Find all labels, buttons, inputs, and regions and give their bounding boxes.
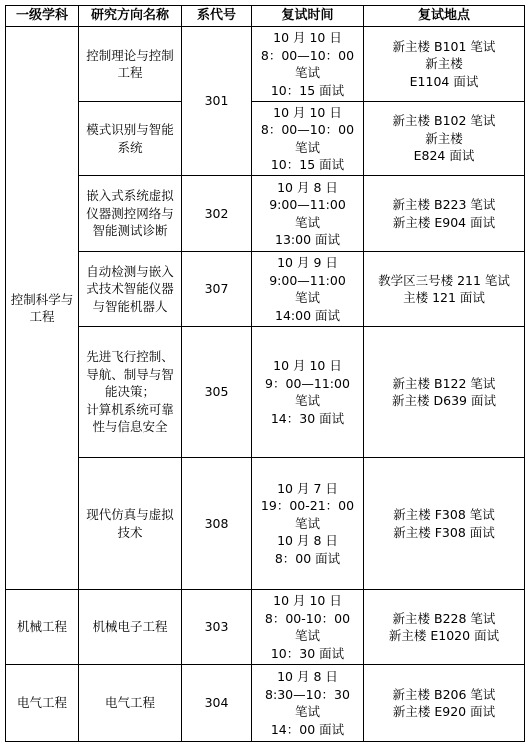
direction-cell: 嵌入式系统虚拟仪器测控网络与智能测试诊断 [79,176,182,252]
table-row [6,102,525,176]
time-cell: 10 月 8 日 9:00—11:00 笔试 13:00 面试 [252,176,364,252]
code-cell: 301 [182,27,252,176]
interview-schedule-table [5,5,525,742]
table-row [6,590,525,665]
time-cell: 10 月 9 日 9:00—11:00 笔试 14:00 面试 [252,252,364,327]
time-cell: 10 月 10 日 9：00—11:00 笔试 14：30 面试 [252,327,364,458]
header-row [6,6,525,27]
time-cell: 10 月 7 日 19：00-21：00 笔试 10 月 8 日 8：00 面试 [252,458,364,590]
header-place: 复试地点 [364,6,525,27]
header-discipline: 一级学科 [6,6,79,27]
direction-cell: 现代仿真与虚拟技术 [79,458,182,590]
table-row [6,27,525,102]
time-cell: 10 月 10 日 8：00—10：00 笔试 10：15 面试 [252,102,364,176]
place-cell: 新主楼 B206 笔试 新主楼 E920 面试 [364,665,525,742]
place-cell: 新主楼 B223 笔试 新主楼 E904 面试 [364,176,525,252]
table-row [6,176,525,252]
table-row [6,665,525,742]
direction-cell: 控制理论与控制工程 [79,27,182,102]
code-cell: 305 [182,327,252,458]
direction-cell: 先进飞行控制、导航、制导与智能决策； 计算机系统可靠性与信息安全 [79,327,182,458]
code-cell: 302 [182,176,252,252]
code-cell: 307 [182,252,252,327]
header-code: 系代号 [182,6,252,27]
code-cell: 304 [182,665,252,742]
header-time: 复试时间 [252,6,364,27]
direction-cell: 自动检测与嵌入式技术智能仪器与智能机器人 [79,252,182,327]
place-cell: 新主楼 B228 笔试 新主楼 E1020 面试 [364,590,525,665]
place-cell: 新主楼 B122 笔试 新主楼 D639 面试 [364,327,525,458]
header-direction: 研究方向名称 [79,6,182,27]
time-cell: 10 月 10 日 8：00-10：00 笔试 10：30 面试 [252,590,364,665]
table-row [6,327,525,458]
code-cell: 308 [182,458,252,590]
discipline-cell: 电气工程 [6,665,79,742]
direction-cell: 电气工程 [79,665,182,742]
direction-cell: 机械电子工程 [79,590,182,665]
place-cell: 新主楼 B102 笔试 新主楼 E824 面试 [364,102,525,176]
time-cell: 10 月 8 日 8:30—10：30 笔试 14：00 面试 [252,665,364,742]
discipline-cell: 控制科学与工程 [6,27,79,590]
place-cell: 教学区三号楼 211 笔试 主楼 121 面试 [364,252,525,327]
place-cell: 新主楼 B101 笔试 新主楼 E1104 面试 [364,27,525,102]
time-cell: 10 月 10 日 8：00—10：00 笔试 10：15 面试 [252,27,364,102]
direction-cell: 模式识别与智能系统 [79,102,182,176]
table-row [6,252,525,327]
discipline-cell: 机械工程 [6,590,79,665]
table-row [6,458,525,590]
place-cell: 新主楼 F308 笔试 新主楼 F308 面试 [364,458,525,590]
code-cell: 303 [182,590,252,665]
